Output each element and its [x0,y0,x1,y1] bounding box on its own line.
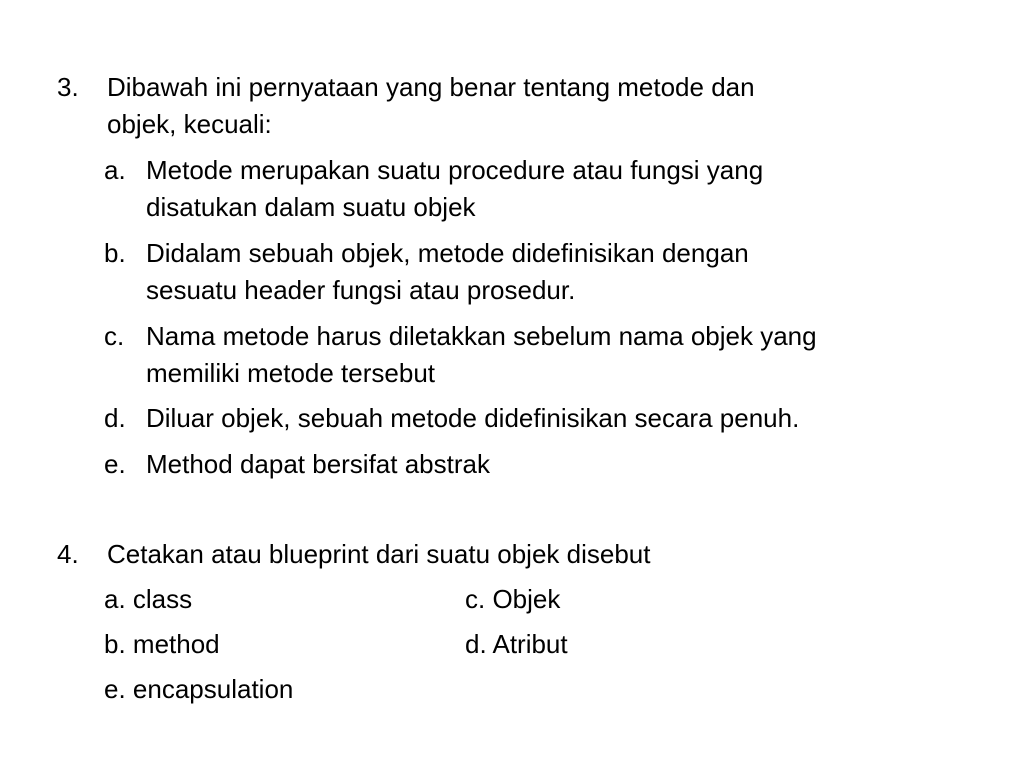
q4-option-d: d. Atribut [465,629,568,659]
q3-option-a-line1: Metode merupakan suatu procedure atau fungsi yang [146,155,764,185]
q3-option-c-line1: Nama metode harus diletakkan sebelum nama objek yang [146,321,817,351]
q3-option-c-letter: c. [104,321,125,351]
question-3-number: 3. [57,72,79,102]
q4-option-a: a. class [104,584,193,614]
question-3-text-line1: Dibawah ini pernyataan yang benar tentang metode dan [107,72,755,102]
q3-option-b-line2: sesuatu header fungsi atau prosedur. [146,275,576,305]
q3-option-d-line1: Diluar objek, sebuah metode didefinisikan secara penuh. [146,403,800,433]
q4-option-e: e. encapsulation [104,674,294,704]
q4-option-c: c. Objek [465,584,561,614]
q3-option-e-letter: e. [104,449,126,479]
q4-option-b: b. method [104,629,220,659]
q3-option-c-line2: memiliki metode tersebut [146,358,435,388]
question-4-number: 4. [57,539,79,569]
q3-option-a-line2: disatukan dalam suatu objek [146,192,476,222]
question-4-text: Cetakan atau blueprint dari suatu objek disebut [107,539,651,569]
q3-option-e-line1: Method dapat bersifat abstrak [146,449,490,479]
q3-option-b-line1: Didalam sebuah objek, metode didefinisikan dengan [146,238,749,268]
q3-option-d-letter: d. [104,403,126,433]
q3-option-b-letter: b. [104,238,126,268]
question-3-text-line2: objek, kecuali: [107,109,272,139]
q3-option-a-letter: a. [104,155,126,185]
